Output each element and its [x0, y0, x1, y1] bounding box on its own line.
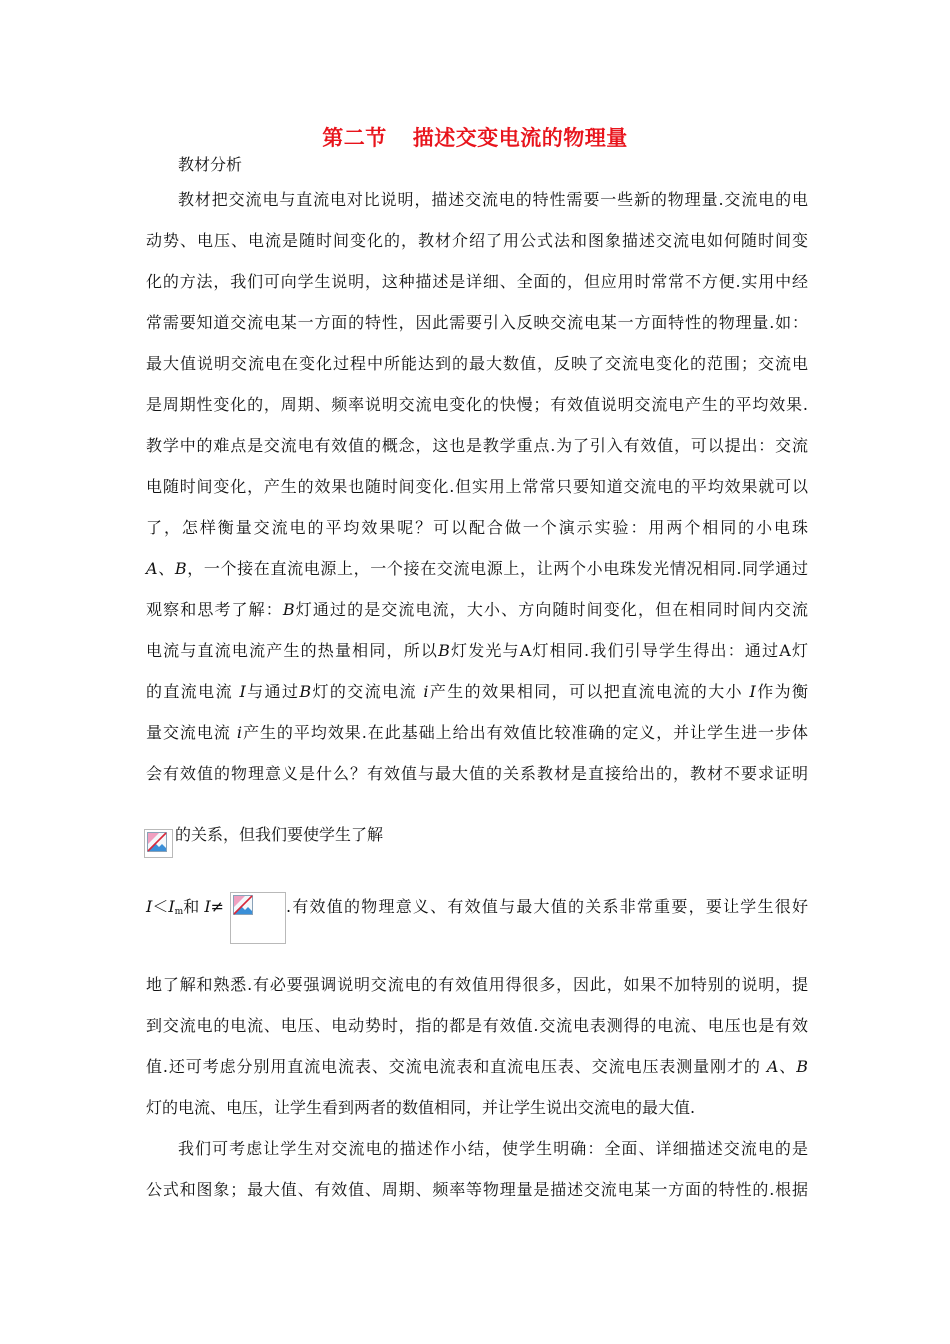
- paragraph-line: 教学中的难点是交流电有效值的概念，这也是教学重点.为了引入有效值，可以提出：交流: [146, 436, 808, 455]
- paragraph-line: 灯的电流、电压，让学生看到两者的数值相同，并让学生说出交流电的最大值.: [146, 1098, 696, 1117]
- formula-image-icon: [144, 829, 173, 858]
- paragraph-line: 地了解和熟悉.有必要强调说明交流电的有效值用得很多，因此，如果不加特别的说明，提: [146, 975, 808, 994]
- paragraph-line: A、B，一个接在直流电源上，一个接在交流电源上，让两个小电珠发光情况相同.同学通过: [146, 559, 808, 578]
- paragraph-line: 量交流电流 i产生的平均效果.在此基础上给出有效值比较准确的定义，并让学生进一步体: [146, 723, 808, 742]
- paragraph-line: 最大值说明交流电在变化过程中所能达到的最大数值，反映了交流电变化的范围；交流电: [146, 354, 808, 373]
- title-section-number: 第二节: [322, 126, 387, 150]
- paragraph-line: 观察和思考了解：B灯通过的是交流电流，大小、方向随时间变化，但在相同时间内交流: [146, 600, 808, 619]
- paragraph-line: 到交流电的电流、电压、电动势时，指的都是有效值.交流电表测得的电流、电压也是有效: [146, 1016, 808, 1035]
- paragraph-line: 是周期性变化的，周期、频率说明交流电变化的快慢；有效值说明交流电产生的平均效果.: [146, 395, 808, 414]
- paragraph-line: 公式和图象；最大值、有效值、周期、频率等物理量是描述交流电某一方面的特性的.根据: [146, 1180, 808, 1199]
- paragraph-line: 我们可考虑让学生对交流电的描述作小结，使学生明确：全面、详细描述交流电的是: [178, 1139, 808, 1158]
- formula-image-icon: [230, 892, 286, 944]
- paragraph-line: 化的方法，我们可向学生说明，这种描述是详细、全面的，但应用时常常不方便.实用中经: [146, 272, 808, 291]
- paragraph-line: 值.还可考虑分别用直流电流表、交流电流表和直流电压表、交流电压表测量刚才的 A、B: [146, 1057, 808, 1076]
- paragraph-line: 了，怎样衡量交流电的平均效果呢？可以配合做一个演示实验：用两个相同的小电珠: [146, 518, 808, 537]
- paragraph-line: 动势、电压、电流是随时间变化的，教材介绍了用公式法和图象描述交流电如何随时间变: [146, 231, 808, 250]
- paragraph-line: 电随时间变化，产生的效果也随时间变化.但实用上常常只要知道交流电的平均效果就可以: [146, 477, 808, 496]
- title-text: 描述交变电流的物理量: [412, 126, 628, 150]
- broken-image-icon: [233, 895, 253, 915]
- paragraph-line: 会有效值的物理意义是什么？有效值与最大值的关系教材是直接给出的，教材不要求证明: [146, 764, 808, 783]
- broken-image-icon: [147, 832, 167, 852]
- paragraph-line: .有效值的物理意义、有效值与最大值的关系非常重要，要让学生很好: [286, 897, 808, 916]
- paragraph-line: 电流与直流电流产生的热量相同，所以B灯发光与A灯相同.我们引导学生得出：通过A灯: [146, 641, 808, 660]
- paragraph-line: 的关系，但我们要使学生了解: [175, 825, 384, 844]
- section-label: 教材分析: [178, 155, 243, 174]
- paragraph-line: 教材把交流电与直流电对比说明，描述交流电的特性需要一些新的物理量.交流电的电: [178, 190, 808, 209]
- paragraph-line: 常需要知道交流电某一方面的特性，因此需要引入反映交流电某一方面特性的物理量.如：: [146, 313, 808, 332]
- inequality-text: $I<I_m$和 I≠: [146, 897, 225, 917]
- paragraph-line: 的直流电流 I与通过B灯的交流电流 i产生的效果相同，可以把直流电流的大小 I作为衡: [146, 682, 808, 701]
- page-title: [0, 122, 950, 152]
